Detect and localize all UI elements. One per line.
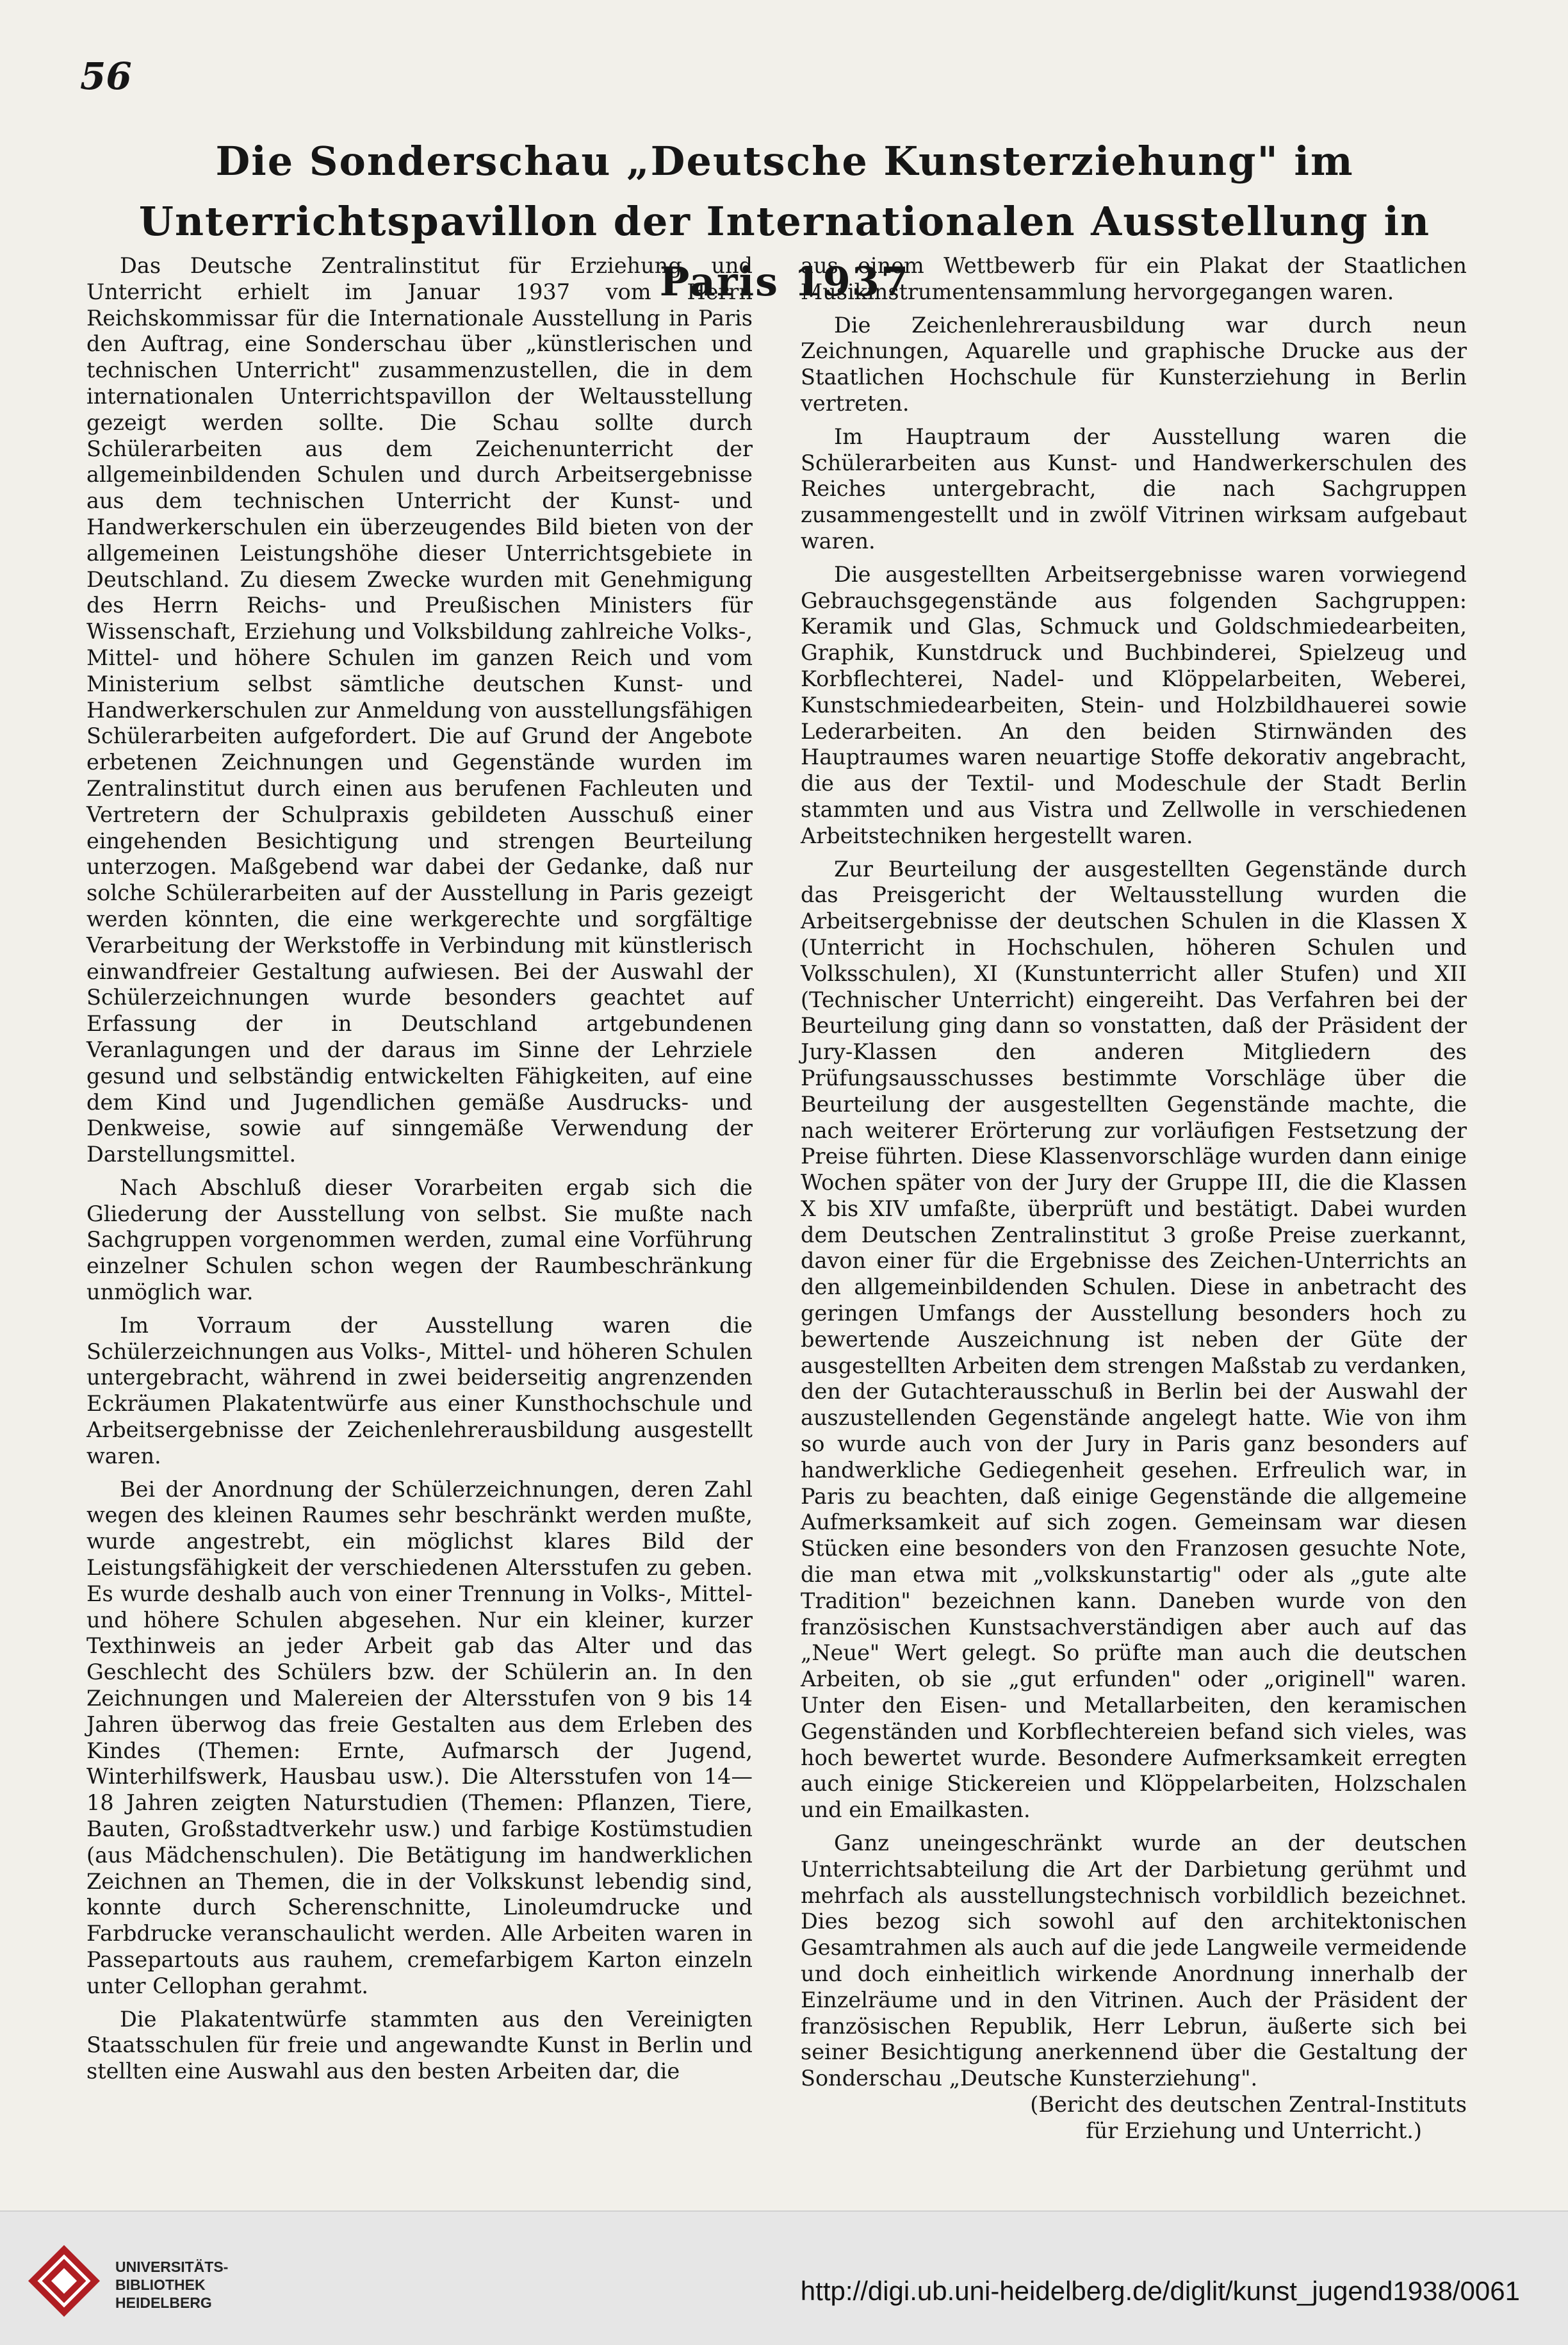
right-column	[801, 253, 1467, 2144]
paragraph: Bei der Anordnung der Schülerzeichnungen, deren Zahl wegen des kleinen Raumes sehr beschränkt werden mußte, wurde angestrebt, ein möglichst klares Bild der Leistungsfähigkeit der verschiedenen Altersstufen zu geben. Es wurde deshalb auch von einer Trennung in Volks-, Mittel- und höhere Schulen abgesehen. Nur ein kleiner, kurzer Texthinweis an jeder Arbeit gab das Alter und das Geschlecht des Schülers bzw. der Schülerin an. In den Zeichnungen und Malereien der Altersstufen von 9 bis 14 Jahren überwog das freie Gestalten aus dem Erleben des Kindes (Themen: Ernte, Aufmarsch der Jugend, Winterhilfswerk, Hausbau usw.). Die Altersstufen von 14—18 Jahren zeigten Naturstudien (Themen: Pflanzen, Tiere, Bauten, Großstadtverkehr usw.) und farbige Kostümstudien (aus Mädchenschulen). Die Betätigung im handwerklichen Zeichnen an Themen, die in der Volkskunst lebendig sind, konnte durch Scherenschnitte, Linoleumdrucke und Farbdrucke veranschaulicht werden. Alle Arbeiten waren in Passepartouts aus rauhem, cremefarbigem Karton einzeln unter Cellophan gerahmt.	[86, 1476, 753, 1998]
library-name-line: UNIVERSITÄTS-	[115, 2259, 229, 2275]
source-url-link[interactable]: http://digi.ub.uni-heidelberg.de/diglit/kunst_jugend1938/0061	[800, 2276, 1520, 2306]
paragraph: Ganz uneingeschränkt wurde an der deutschen Unterrichtsabteilung die Art der Darbietung gerühmt und mehrfach als ausstellungstechnisch vorbildlich bezeichnet. Dies bezog sich sowohl auf den architektonischen Gesamtrahmen als auch auf die jede Langweile vermeidende und doch einheitlich wirkende Anordnung innerhalb der Einzelräume und in den Vitrinen. Auch der Präsident der französischen Republik, Herr Lebrun, äußerte sich bei seiner Besichtigung anerkennend über die Gestaltung der Sonderschau „Deutsche Kunsterziehung".	[801, 1831, 1467, 2091]
paragraph: Die Plakatentwürfe stammten aus den Vereinigten Staatsschulen für freie und angewandte Kunst in Berlin und stellten eine Auswahl aus den besten Arbeiten dar, die	[86, 2006, 753, 2084]
university-library-logo	[26, 2242, 102, 2319]
credit-line: (Bericht des deutschen Zentral-Instituts	[1030, 2091, 1467, 2117]
paragraph: aus einem Wettbewerb für ein Plakat der Staatlichen Musikinstrumentensammlung hervorgegangen waren.	[801, 253, 1467, 304]
paragraph: Die Zeichenlehrerausbildung war durch neun Zeichnungen, Aquarelle und graphische Drucke aus der Staatlichen Hochschule für Kunsterziehung in Berlin vertreten.	[801, 312, 1467, 416]
paragraph: Im Vorraum der Ausstellung waren die Schülerzeichnungen aus Volks-, Mittel- und höheren Schulen untergebracht, während in zwei beiderseitig angrenzenden Eckräumen Plakatentwürfe aus einer Kunsthochschule und Arbeitsergebnisse der Zeichenlehrerausbildung ausgestellt waren.	[86, 1312, 753, 1469]
paragraph: Nach Abschluß dieser Vorarbeiten ergab sich die Gliederung der Ausstellung von selbst. Sie mußte nach Sachgruppen vorgenommen werden, zumal eine Vorführung einzelner Schulen schon wegen der Raumbeschränkung unmöglich war.	[86, 1174, 753, 1305]
left-column	[86, 253, 753, 2085]
paragraph: Die ausgestellten Arbeitsergebnisse waren vorwiegend Gebrauchsgegenstände aus folgenden Sachgruppen: Keramik und Glas, Schmuck und Goldschmiedearbeiten, Graphik, Kunstdruck und Buchbinderei, Spielzeug und Korbflechterei, Nadel- und Klöppelarbeiten, Weberei, Kunstschmiedearbeiten, Stein- und Holzbildhauerei sowie Lederarbeiten. An den beiden Stirnwänden des Hauptraumes waren neuartige Stoffe dekorativ angebracht, die aus der Textil- und Modeschule der Stadt Berlin stammten und aus Vistra und Zellwolle in verschiedenen Arbeitstechniken hergestellt waren.	[801, 561, 1467, 848]
paragraph: Das Deutsche Zentralinstitut für Erziehung und Unterricht erhielt im Januar 1937 vom Herrn Reichskommissar für die Internationale Ausstellung in Paris den Auftrag, eine Sonderschau über „künstlerischen und technischen Unterricht" zusammenzustellen, die in dem internationalen Unterrichtspavillon der Weltausstellung gezeigt werden sollte. Die Schau sollte durch Schülerarbeiten aus dem Zeichenunterricht der allgemeinbildenden Schulen und durch Arbeitsergebnisse aus dem technischen Unterricht der Kunst- und Handwerkerschulen ein überzeugendes Bild bieten von der allgemeinen Leistungshöhe dieser Unterrichtsgebiete in Deutschland. Zu diesem Zwecke wurden mit Genehmigung des Herrn Reichs- und Preußischen Ministers für Wissenschaft, Erziehung und Volksbildung zahlreiche Volks-, Mittel- und höhere Schulen im ganzen Reich und vom Ministerium selbst sämtliche deutschen Kunst- und Handwerkerschulen zur Anmeldung von ausstellungsfähigen Schülerarbeiten aufgefordert. Die auf Grund der Angebote erbetenen Zeichnungen und Gegenstände wurden im Zentralinstitut durch einen aus berufenen Fachleuten und Vertretern der Schulpraxis gebildeten Ausschuß einer eingehenden Besichtigung und strengen Beurteilung unterzogen. Maßgebend war dabei der Gedanke, daß nur solche Schülerarbeiten auf der Ausstellung in Paris gezeigt werden könnten, die eine werkgerechte und sorgfältige Verarbeitung der Werkstoffe in Verbindung mit künstlerisch einwandfreier Gestaltung aufwiesen. Bei der Auswahl der Schülerzeichnungen wurde besonders geachtet auf Erfassung der in Deutschland artgebundenen Veranlagungen und der daraus im Sinne der Lehrziele gesund und selbständig entwickelten Fähigkeiten, auf eine dem Kind und Jugendlichen gemäße Ausdrucks- und Denkweise, sowie auf sinngemäße Verwendung der Darstellungsmittel.	[86, 253, 753, 1167]
library-name	[115, 2258, 228, 2312]
footer-bar	[0, 2210, 1568, 2345]
library-name-line: HEIDELBERG	[115, 2294, 212, 2311]
paragraph: Zur Beurteilung der ausgestellten Gegenstände durch das Preisgericht der Weltausstellung wurden die Arbeitsergebnisse der deutschen Schulen in die Klassen X (Unterricht in Hochschulen, höheren Schulen und Volksschulen), XI (Kunstunterricht aller Stufen) und XII (Technischer Unterricht) eingereiht. Das Verfahren bei der Beurteilung ging dann so vonstatten, daß der Präsident der Jury-Klassen den anderen Mitgliedern des Prüfungsausschusses bestimmte Vorschläge über die Beurteilung der ausgestellten Gegenstände machte, die nach weiterer Erörterung zur vorläufigen Festsetzung der Preise führten. Diese Klassenvorschläge wurden dann einige Wochen später von der Jury der Gruppe III, die die Klassen X bis XIV umfaßte, überprüft und bestätigt. Dabei wurden dem Deutschen Zentralinstitut 3 große Preise zuerkannt, davon einer für die Ergebnisse des Zeichen-Unterrichts an den allgemeinbildenden Schulen. Diese in anbetracht des geringen Umfangs der Ausstellung besonders hoch zu bewertende Auszeichnung ist neben der Güte der ausgestellten Arbeiten dem strengen Maßstab zu verdanken, den der Gutachterausschuß in Berlin bei der Auswahl der auszustellenden Gegenstände angelegt hatte. Wie von ihm so wurde auch von der Jury in Paris ganz besonders auf handwerkliche Gediegenheit gesehen. Erfreulich war, in Paris zu beachten, daß einige Gegenstände die allgemeine Aufmerksamkeit auf sich zogen. Gemeinsam war diesen Stücken eine besonders von den Franzosen gesuchte Note, die man etwa mit „volkskunstartig" oder als „gute alte Tradition" bezeichnen kann. Daneben wurde von den französischen Kunstsachverständigen aber auch auf das „Neue" Wert gelegt. So prüfte man auch die deutschen Arbeiten, ob sie „gut erfunden" oder „originell" waren. Unter den Eisen- und Metallarbeiten, den keramischen Gegenständen und Korbflechtereien befand sich vieles, was hoch bewertet wurde. Besondere Aufmerksamkeit erregten auch einige Stickereien und Klöppelarbeiten, Holzschalen und ein Emailkasten.	[801, 856, 1467, 1823]
library-name-line: BIBLIOTHEK	[115, 2276, 206, 2293]
page-number: 56	[80, 54, 132, 98]
paragraph: Im Hauptraum der Ausstellung waren die Schülerarbeiten aus Kunst- und Handwerkerschulen des Reiches untergebracht, die nach Sachgruppen zusammengestellt und in zwölf Vitrinen wirksam aufgebaut waren.	[801, 424, 1467, 554]
article-title: Die Sonderschau „Deutsche Kunsterziehung" im Unterrichtspavillon der Internationalen Ausstellung in Paris 1937	[138, 138, 1431, 305]
credit-line: für Erziehung und Unterricht.)	[1086, 2118, 1422, 2143]
